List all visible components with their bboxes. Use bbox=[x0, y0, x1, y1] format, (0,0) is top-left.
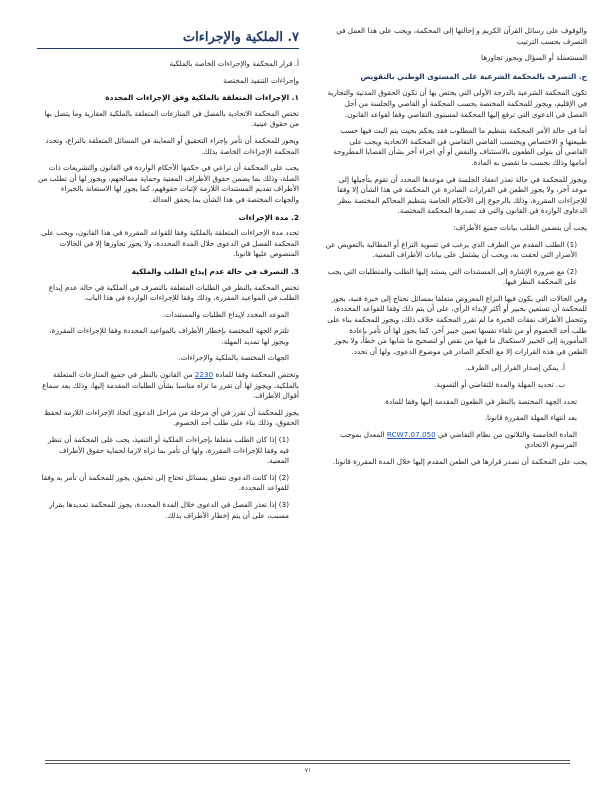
paragraph: تختص المحكمة بالنظر في الطلبات المتعلقة بالتصرف في الملكية في حالة عدم إيداع الطلب في المواعيد المقررة، وذلك وفقا للإجراءات الواردة في هذا الباب. bbox=[48, 282, 299, 303]
text: المادة الخامسة والثلاثون من نظام التقاضي في bbox=[437, 429, 577, 439]
paragraph: تلتزم الجهة المختصة بإخطار الأطراف بالمواعيد المحددة وفقا للإجراءات المقررة، ويجوز لها تمديد المهلة. bbox=[49, 326, 289, 346]
paragraph: ويجوز للمحكمة في حالة تعذر انعقاد الجلسة في موعدها المحدد أن تقوم بتأجيلها إلى موعد آخر، ولا يجوز الطعن في القرارات الصادرة عن المحكمة في هذا الشأن إلا وفقا للإجراءات المقررة، وذلك بالرجوع إلى الأحكام الخاصة بتنظيم المحاكم المختصة بنظر الدعاوى الواردة في القانون والتي قد تصدرها المحكمة المختصة. bbox=[337, 174, 587, 216]
section-title: ٧. الملكية والإجراءات bbox=[37, 30, 299, 49]
list-item: (3) إذا تعذر الفصل في الدعوى خلال المدة المحددة، يجوز للمحكمة تمديدها بقرار مسبب، على أن يتم إخطار الأطراف بذلك. bbox=[49, 500, 289, 520]
intro-line-2: وإجراءات التنفيذ المختصة bbox=[223, 75, 299, 85]
intro-line: أ. قرار المحكمة والإجراءات الخاصة بالملكية bbox=[169, 59, 299, 68]
list-item: (2) مع ضرورة الإشارة إلى المستندات التي يستند إليها الطلب والمتطلبات التي يجب على المحكمة النظر فيها. bbox=[327, 266, 577, 287]
text: المعدل بموجب المرسوم الاتحادي bbox=[340, 429, 577, 450]
footer-divider bbox=[45, 760, 570, 761]
list-item: ب. تحديد المهلة والمدة للتقاضي أو التسوية. bbox=[434, 380, 565, 390]
page-number: ٧١ bbox=[304, 767, 312, 774]
paragraph: الجهات المختصة بالملكية والإجراءات. bbox=[178, 353, 289, 363]
paragraph: تختص المحكمة الاتحادية بالفصل في المنازعات المتعلقة بالملكية العقارية وما يتصل بها من حقوق عينية. bbox=[44, 108, 299, 129]
paragraph: يجب على المحكمة أن تراعي في حكمها الأحكام الواردة في القانون والتشريعات ذات الصلة، وذلك بما يضمن حقوق الأطراف المعنية وحماية مصالحهم، ويجوز لها أن تطلب من الأطراف تقديم المستندات اللازمة لإثبات حقوقهم، كما يجوز لها الاستعانة بالخبراء والجهات المختصة في هذا الشأن بما يحقق العدالة. bbox=[38, 163, 299, 204]
paragraph-with-link bbox=[325, 430, 577, 451]
subheading-c: ج. التصرف بالمحكمة الشرعية على المستوى الوطني بالتقويض bbox=[360, 71, 587, 81]
paragraph: يجب أن يتضمن الطلب بيانات جميع الأطراف: bbox=[453, 222, 587, 232]
left-column bbox=[37, 26, 299, 527]
paragraph: وفي الحالات التي يكون فيها النزاع المعروض متعلقا بمسائل تحتاج إلى خبرة فنية، يجوز للمحكمة أن تستعين بخبير أو أكثر لإبداء الرأي، على أن يتم ذلك وفقا للقواعد المحددة، وتتحمل الأطراف نفقات الخبرة ما لم تقرر المحكمة خلاف ذلك، ويجوز للمحكمة بناء على طلب أحد الخصوم أو من تلقاء نفسها تعيين خبير آخر، كما يجوز لها أن تأمر بإعادة المأمورية إلى الخبير لاستكمال ما فيها من نقص أو لتصحيح ما شابها من خطأ، ولا يجوز الطعن في هذه القرارات إلا مع الحكم الصادر في موضوع الدعوى، ولها أن تحدد. bbox=[327, 293, 587, 356]
law-link[interactable]: 2230 bbox=[194, 370, 214, 380]
paragraph: تكون المحكمة الشرعية بالدرجة الأولى التي يختص بها أن تكون الحقوق المدنية والتجارية في الإقليم، ويجوز للمحكمة المختصة بحسب المحكمة أو القاضي والجلسة من أجل الفصل في الدعوى التي ترفع إليها المحكمة لمستوى التقاضي وفقا لقواعد القانون. bbox=[327, 88, 587, 119]
paragraph: الموعد المحدد لإيداع الطلبات والمستندات. bbox=[162, 309, 289, 319]
paragraph: ويجوز للمحكمة أن تأمر بإجراء التحقيق أو المعاينة في المسائل المتعلقة بالنزاع، وتحدد المحكمة الإجراءات الخاصة بذلك. bbox=[45, 135, 299, 156]
paragraph: والوقوف على رسائل القرآن الكريم و إحالتها إلى المحكمة، ويجب على هذا العمل في التصرف بحسب الترتيب bbox=[336, 26, 587, 46]
text: وتختص المحكمة وفقا للمادة bbox=[215, 370, 299, 380]
right-column bbox=[325, 26, 587, 474]
law-link[interactable]: RCW7.07.050 bbox=[386, 429, 436, 439]
text: من القانون بالنظر في جميع المنازعات المتعلقة بالملكية، ويجوز لها أن تقرر ما تراه مناسبا بشأن الطلبات المقدمة إليها، وذلك بعد سماع أقوال الأطراف. bbox=[42, 370, 299, 401]
subheading-3: 3. التصرف في حالة عدم إيداع الطلب والملكية bbox=[131, 266, 299, 276]
paragraph: يجب على المحكمة أن تصدر قرارها في الطعن المقدم إليها خلال المدة المقررة قانونا. bbox=[333, 457, 587, 466]
paragraph: أما في حالة الأمر المحكمة بتنظيم ما المطلوب فقد يحكم بحيث يتم البت فيها حسب طبيعتها و الاختصاص ويحتسب القاضي التقاضي في المحكمة الاتحادية ويجب على القاضي أن يتولى الطعون بالاستئناف والنقض أو أي اجراء آخر بشأن القضايا المطروحة أمامها وذلك بحسب ما تقضي به المادة. bbox=[333, 126, 587, 167]
paragraph: بعد انتهاء المهلة المقررة قانونا. bbox=[484, 413, 577, 423]
list-item: (1) إذا كان الطلب متعلقا بإجراءات الملكية أو التنفيذ، يجب على المحكمة أن تنظر فيه وفقا للإجراءات المقررة، ولها أن تأمر بما تراه لازما لحماية حقوق الأطراف المعنية. bbox=[47, 435, 289, 466]
paragraph: تحدد مدة الإجراءات المتعلقة بالملكية وفقا للقواعد المقررة في هذا القانون، ويجب على المحكمة الفصل في الدعوى خلال المدة المحددة، ولا يجوز تجاوزها إلا في الحالات المنصوص عليها قانونا. bbox=[41, 228, 299, 259]
list-item: أ. يمكن إصدار القرار إلى الطرف. bbox=[465, 363, 565, 373]
footer-divider bbox=[45, 763, 570, 764]
subheading-2: 2. مدة الإجراءات bbox=[238, 212, 299, 222]
list-item: (2) إذا كانت الدعوى تتعلق بمسائل تحتاج إلى تحقيق، يجوز للمحكمة أن تأمر به وفقا للقواعد المحددة. bbox=[41, 472, 289, 493]
paragraph: تحدد الجهة المختصة بالنظر في الطعون المقدمة إليها وفقا للمادة bbox=[385, 396, 577, 406]
paragraph: يجوز للمحكمة أن تقرر في أي مرحلة من مراحل الدعوى اتخاذ الإجراءات اللازمة لحفظ الحقوق، وذلك بناء على طلب أحد الخصوم. bbox=[44, 407, 299, 428]
paragraph: المستعملة أو السؤال ويجوز تجاوزها bbox=[481, 53, 587, 63]
paragraph-with-link bbox=[37, 370, 299, 402]
subheading-1: ١. الإجراءات المتعلقة بالملكية وفق الإجراءات المحددة bbox=[105, 93, 299, 103]
list-item: (1) الطلب المقدم من الطرف الذي يرغب في تسوية النزاع أو المطالبة بالتعويض عن الأضرار التي لحقت به، ويجب أن يشتمل على بيانات الأطراف المعنية. bbox=[325, 239, 577, 260]
